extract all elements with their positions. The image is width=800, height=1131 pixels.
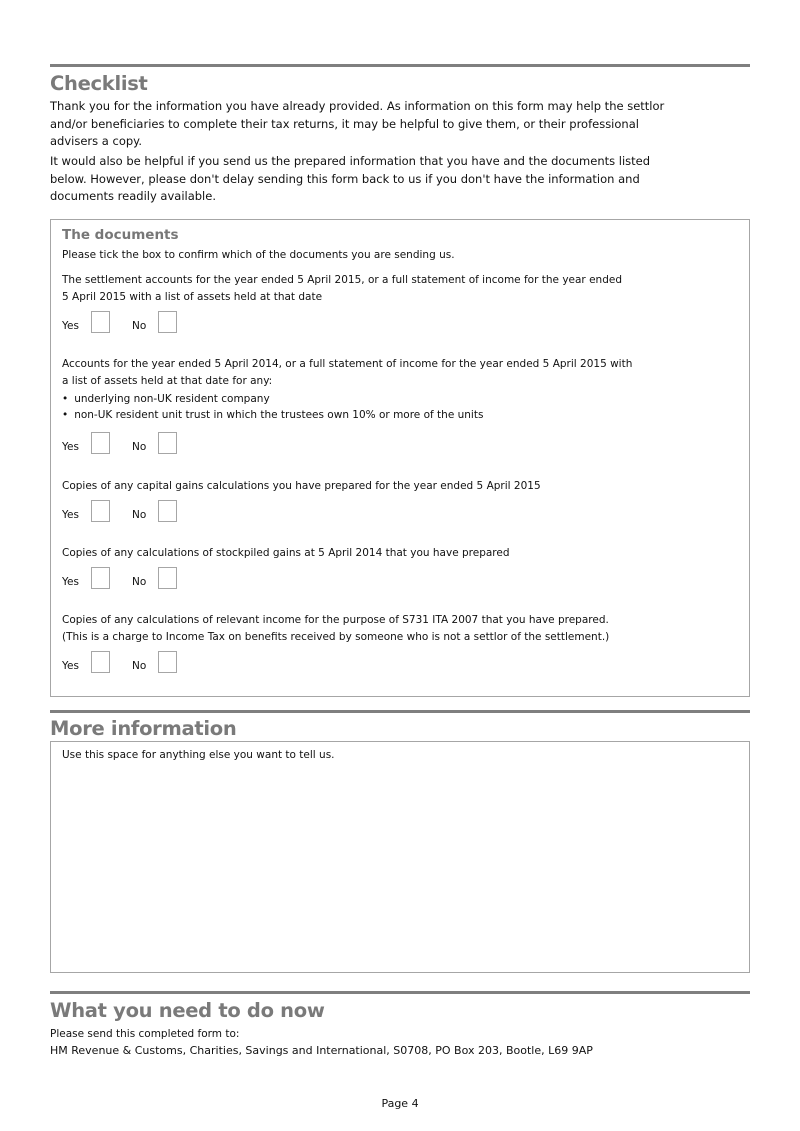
next-steps-instruction: Please send this completed form to: (50, 1028, 240, 1040)
no-label: No (132, 576, 147, 588)
document-item-settlement-accounts: The settlement accounts for the year ended 5 April 2015, or a full statement of income for the year ended 5 April 2015 with a list of assets held at that date (62, 274, 622, 303)
yes-checkbox[interactable] (91, 311, 110, 333)
next-steps-address: HM Revenue & Customs, Charities, Savings and International, S0708, PO Box 203, Bootle, L69 9AP (50, 1044, 593, 1057)
more-information-rule (50, 710, 750, 713)
yes-checkbox[interactable] (91, 567, 110, 589)
page-number: Page 4 (381, 1097, 419, 1110)
no-checkbox[interactable] (158, 311, 177, 333)
yes-no-settlement-accounts (62, 311, 192, 335)
more-information-instruction: Use this space for anything else you want to tell us. (62, 749, 335, 761)
no-checkbox[interactable] (158, 500, 177, 522)
document-item-relevant-income: Copies of any calculations of relevant income for the purpose of S731 ITA 2007 that you have prepared. (62, 614, 609, 626)
bullet-underlying-company: • underlying non-UK resident company (62, 391, 483, 407)
document-item-relevant-income-note: (This is a charge to Income Tax on benefits received by someone who is not a settlor of the settlement.) (62, 631, 610, 643)
yes-checkbox[interactable] (91, 432, 110, 454)
yes-label: Yes (62, 576, 79, 588)
documents-box (50, 219, 750, 697)
document-item-accounts-2014-bullets (62, 391, 483, 423)
checklist-intro-paragraph: Thank you for the information you have already provided. As information on this form may help the settlor and/or beneficiaries to complete their tax returns, it may be helpful to give them, or their professional advisers a copy. (50, 99, 665, 148)
yes-no-stockpiled-gains (62, 567, 192, 591)
more-information-heading: More information (50, 717, 237, 740)
documents-instruction: Please tick the box to confirm which of the documents you are sending us. (62, 249, 455, 261)
document-item-capital-gains: Copies of any capital gains calculations you have prepared for the year ended 5 April 2015 (62, 480, 541, 492)
document-item-stockpiled-gains: Copies of any calculations of stockpiled gains at 5 April 2014 that you have prepared (62, 547, 510, 559)
no-label: No (132, 320, 147, 332)
more-information-box (50, 741, 750, 973)
yes-no-accounts-2014 (62, 432, 192, 456)
yes-no-capital-gains (62, 500, 192, 524)
checklist-rule (50, 64, 750, 67)
yes-checkbox[interactable] (91, 500, 110, 522)
documents-heading: The documents (62, 227, 179, 243)
checklist-heading: Checklist (50, 72, 148, 95)
no-label: No (132, 660, 147, 672)
document-item-accounts-2014: Accounts for the year ended 5 April 2014, or a full statement of income for the year ended 5 April 2015 with a list of assets held at that date for any: (62, 358, 633, 387)
checklist-documents-paragraph: It would also be helpful if you send us the prepared information that you have and the documents listed below. However, please don't delay sending this form back to us if you don't have the information and documents readily available. (50, 154, 651, 203)
no-label: No (132, 509, 147, 521)
bullet-unit-trust: • non-UK resident unit trust in which the trustees own 10% or more of the units (62, 407, 483, 423)
yes-label: Yes (62, 441, 79, 453)
next-steps-heading: What you need to do now (50, 999, 325, 1022)
next-steps-rule (50, 991, 750, 994)
no-checkbox[interactable] (158, 567, 177, 589)
yes-label: Yes (62, 509, 79, 521)
yes-no-relevant-income (62, 651, 192, 675)
yes-label: Yes (62, 660, 79, 672)
yes-label: Yes (62, 320, 79, 332)
yes-checkbox[interactable] (91, 651, 110, 673)
no-checkbox[interactable] (158, 651, 177, 673)
no-label: No (132, 441, 147, 453)
more-information-textarea[interactable] (51, 742, 749, 972)
no-checkbox[interactable] (158, 432, 177, 454)
